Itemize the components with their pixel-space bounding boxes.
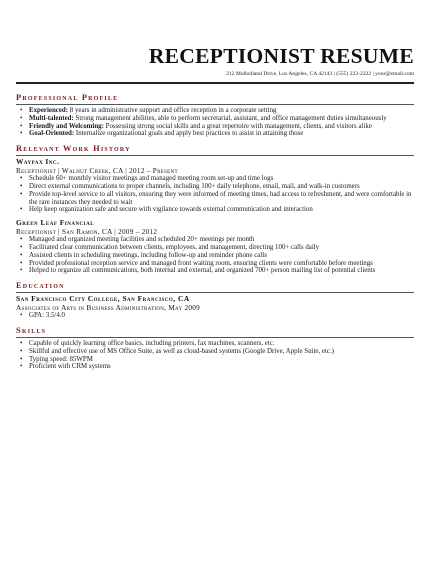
item-text: 8 years in administrative support and office reception in a corporate setting xyxy=(68,107,277,114)
section-divider xyxy=(16,337,414,338)
list-item xyxy=(16,123,414,131)
list-item: • Typing speed: 85WPM xyxy=(16,356,414,364)
resume-title: RECEPTIONIST RESUME xyxy=(148,44,414,68)
profile-list xyxy=(16,107,414,138)
section-title-skills: Skills xyxy=(16,325,47,335)
list-item: • Help keep organization safe and secure with vigilance towards external communication and interaction xyxy=(16,206,414,214)
list-item xyxy=(16,130,414,138)
list-item: • Helped to organize all communications, both internal and external, and organized 700+ person mailing list of potential clients xyxy=(16,267,414,275)
header-divider xyxy=(16,82,414,84)
list-item: • Provide top-level service to all visitors, ensuring they were informed of meeting times, had access to refreshment, and were comfortable in the rare instances they needed to wait xyxy=(16,191,414,207)
list-item: • Schedule 60+ monthly visitor meetings and managed meeting room set-up and time logs xyxy=(16,175,414,183)
list-item: • Facilitated clear communication between clients, employees, and management, directing 100+ calls daily xyxy=(16,244,414,252)
job-duties-list xyxy=(16,236,414,275)
list-item: • Capable of quickly learning office basics, including printers, fax machines, scanners, etc. xyxy=(16,340,414,348)
list-item: • GPA: 3.5/4.0 xyxy=(16,312,414,320)
contact-line: 212 Mulholland Drive, Los Angeles, CA 42143 | (555) 222-2222 | your@email.com xyxy=(226,71,414,77)
job-duties-list xyxy=(16,175,414,214)
section-title-education: Education xyxy=(16,281,65,291)
section-divider xyxy=(16,104,414,105)
employer-name: Waypax Inc. xyxy=(16,157,60,167)
education-list xyxy=(16,312,414,320)
job-title-line: Receptionist | San Ramon, CA | 2009 – 2012 xyxy=(16,227,158,236)
list-item xyxy=(16,115,414,123)
item-lead: Friendly and Welcoming: xyxy=(29,122,104,130)
item-text: Possessing strong social skills and a great repertoire with management, clients, and visitors alike xyxy=(103,122,372,130)
item-lead: Multi-talented: xyxy=(29,114,74,122)
item-text: Strong management abilities, able to perform secretarial, assistant, and office management duties simultaneously xyxy=(73,114,387,122)
item-lead: Experienced: xyxy=(29,107,69,114)
item-text: Internalize organizational goals and apply best practices to assist in attaining those xyxy=(74,130,304,138)
job-title-line: Receptionist | Walnut Creek, CA | 2012 – Present xyxy=(16,166,178,175)
list-item: • Proficient with CRM systems xyxy=(16,363,414,371)
item-lead: Goal-Oriented: xyxy=(29,130,75,138)
section-divider xyxy=(16,292,414,293)
list-item xyxy=(16,107,414,115)
list-item: • Managed and organized meeting facilities and scheduled 20+ meetings per month xyxy=(16,236,414,244)
list-item: • Skillful and effective use of MS Office Suite, as well as cloud-based systems (Google Drive, Apple Suite, etc.) xyxy=(16,348,414,356)
section-title-work: Relevant Work History xyxy=(16,144,131,154)
section-title-profile: Professional Profile xyxy=(16,93,119,102)
list-item: • Assisted clients in scheduling meetings, including follow-up and reminder phone calls xyxy=(16,252,414,260)
degree-line: Associates of Arts in Business Administration, May 2009 xyxy=(16,303,201,312)
list-item: • Provided professional reception service and managed front waiting room, ensuring clients were comfortable before meetings xyxy=(16,260,414,268)
section-divider xyxy=(16,155,414,156)
skills-list xyxy=(16,340,414,371)
school-name: San Francisco City College, San Francisco, CA xyxy=(16,294,190,304)
employer-name: Green Leaf Financial xyxy=(16,218,95,228)
list-item: • Direct external communications to proper channels, including 100+ daily telephone, email, mail, and walk-in customers xyxy=(16,183,414,191)
